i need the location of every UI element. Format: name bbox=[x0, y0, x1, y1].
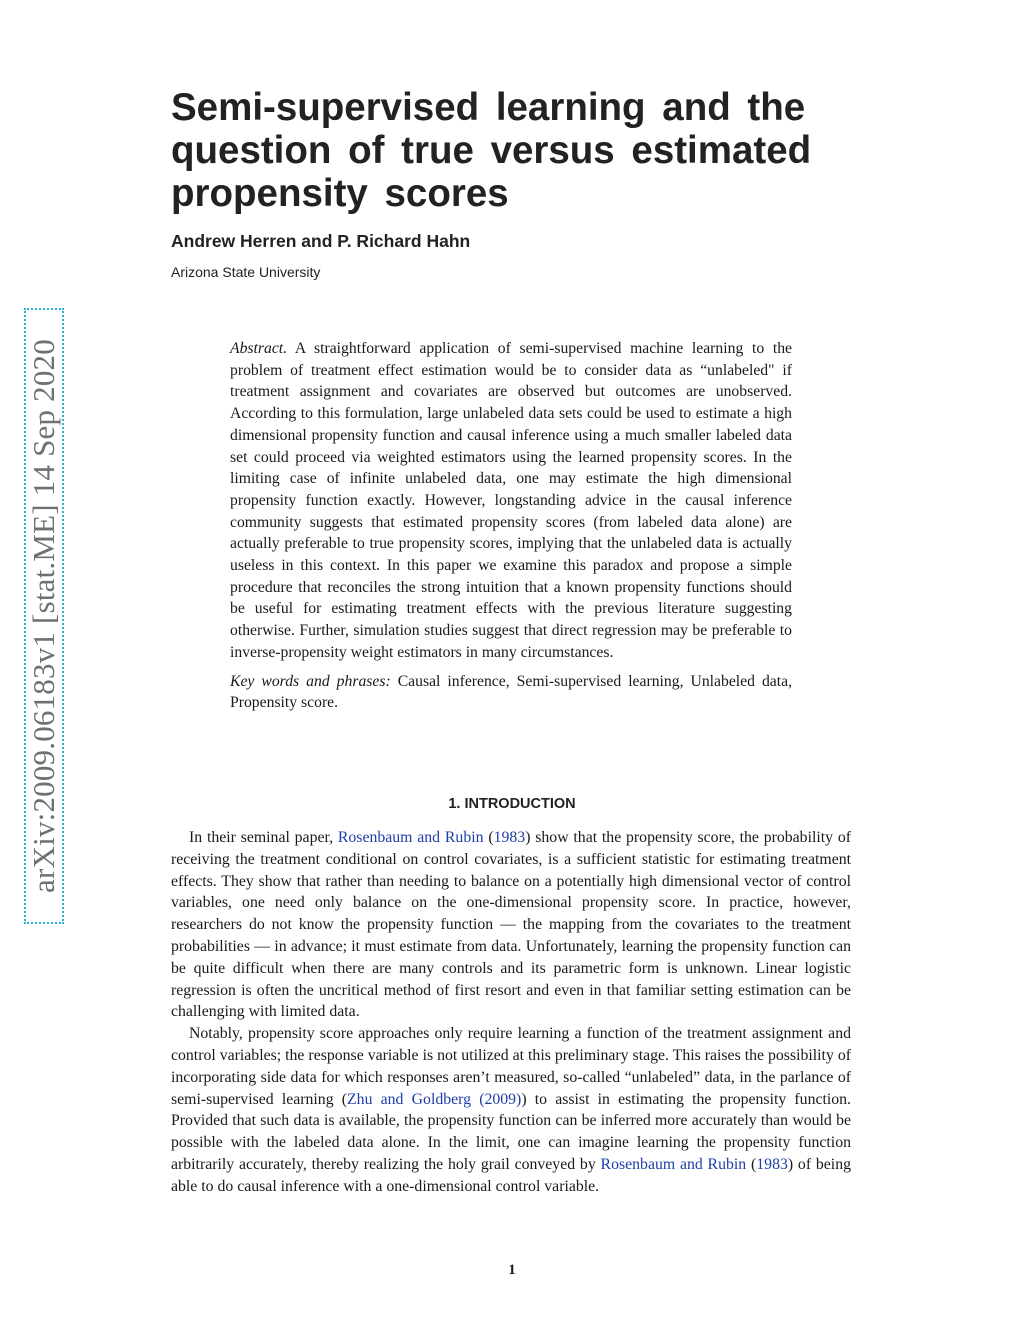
page-number: 1 bbox=[508, 1262, 516, 1278]
abstract-text: A straightforward application of semi-supervised machine learning to the problem of treatment effect estimation would be to consider data as “unlabeled" if treatment assignment and covariates are observed but outcomes are unobserved. According to this formulation, large unlabeled data sets could be used to estimate a high dimensional propensity function and causal inference using a much smaller labeled data set could proceed via weighted estimators using the learned propensity scores. In the limiting case of infinite unlabeled data, one may estimate the high dimensional propensity function exactly. However, longstanding advice in the causal inference community suggests that estimated propensity scores (from labeled data alone) are actually preferable to true propensity scores, implying that the unlabeled data is actually useless in this context. In this paper we examine this paradox and propose a simple procedure that reconciles the strong intuition that a known propensity functions should be useful for estimating treatment effects with the previous literature suggesting otherwise. Further, simulation studies suggest that direct regression may be preferable to inverse-propensity weight estimators in many circumstances. bbox=[230, 340, 792, 661]
citation-link-rosenbaum-rubin[interactable]: Rosenbaum and Rubin bbox=[337, 829, 484, 846]
introduction-body bbox=[171, 827, 851, 1198]
arxiv-id: arXiv:2009.06183v1 [stat.ME] 14 Sep 2020 bbox=[26, 339, 61, 893]
citation-year-link-1983[interactable]: 1983 bbox=[493, 829, 526, 846]
text-run: ( bbox=[746, 1155, 757, 1173]
citation-year-link-1983[interactable]: 1983 bbox=[756, 1155, 788, 1173]
text-run: ) to assist in estimating the propensity function. Provided that such data is available, the propensity function can be inferred more accurately than would be possible with the labeled data alone. In the limit, one can imagine learning the propensity function arbitrarily accurately, thereby realizing the holy grail conveyed by bbox=[171, 1090, 852, 1173]
abstract-paragraph bbox=[230, 338, 792, 664]
intro-paragraph-1 bbox=[171, 827, 851, 1023]
text-run: ) show that the propensity score, the probability of receiving the treatment conditional on control covariates, is a sufficient statistic for estimating treatment effects. They show that rather than needing to balance on a potentially high dimensional vector of control variables, one need only balance on the one-dimensional propensity score. In practice, however, researchers do not know the propensity function — the mapping from the covariates to the treatment probabilities — in advance; it must estimate from data. Unfortunately, learning the propensity function can be quite difficult when there are many controls and its parametric form is unknown. Linear logistic regression is often the uncritical method of first resort and even in that familiar setting estimation can be challenging with limited data. bbox=[171, 829, 851, 1021]
keywords bbox=[230, 671, 792, 714]
text-run: In their seminal paper, bbox=[189, 829, 334, 846]
text-run: ( bbox=[483, 829, 494, 846]
abstract bbox=[230, 338, 792, 714]
citation-link-zhu-goldberg[interactable]: Zhu and Goldberg bbox=[347, 1090, 472, 1108]
keywords-label: Key words and phrases: bbox=[230, 672, 391, 690]
citation-year-link-2009[interactable]: (2009) bbox=[479, 1090, 522, 1108]
abstract-label: Abstract. bbox=[230, 340, 288, 357]
affiliation: Arizona State University bbox=[171, 264, 321, 280]
text-run: ) of being able to do causal inference with a one-dimensional control variable. bbox=[171, 1155, 851, 1195]
authors: Andrew Herren and P. Richard Hahn bbox=[171, 231, 471, 251]
paper-title: Semi-supervised learning and the question of true versus estimated propensity scores bbox=[171, 86, 812, 215]
arxiv-stamp bbox=[24, 308, 64, 924]
citation-link-rosenbaum-rubin[interactable]: Rosenbaum and Rubin bbox=[600, 1155, 747, 1173]
text-run: Notably, propensity score approaches only require learning a function of the treatment assignment and control variables; the response variable is not utilized at this preliminary stage. This raises the possibility of incorporating side data for which responses aren’t measured, so-called “unlabeled” data, in the parlance of semi-supervised learning ( bbox=[171, 1025, 851, 1108]
section-heading-introduction: 1. INTRODUCTION bbox=[448, 796, 576, 812]
keywords-text: Causal inference, Semi-supervised learning, Unlabeled data, Propensity score. bbox=[230, 672, 793, 712]
intro-paragraph-2 bbox=[171, 1023, 851, 1197]
